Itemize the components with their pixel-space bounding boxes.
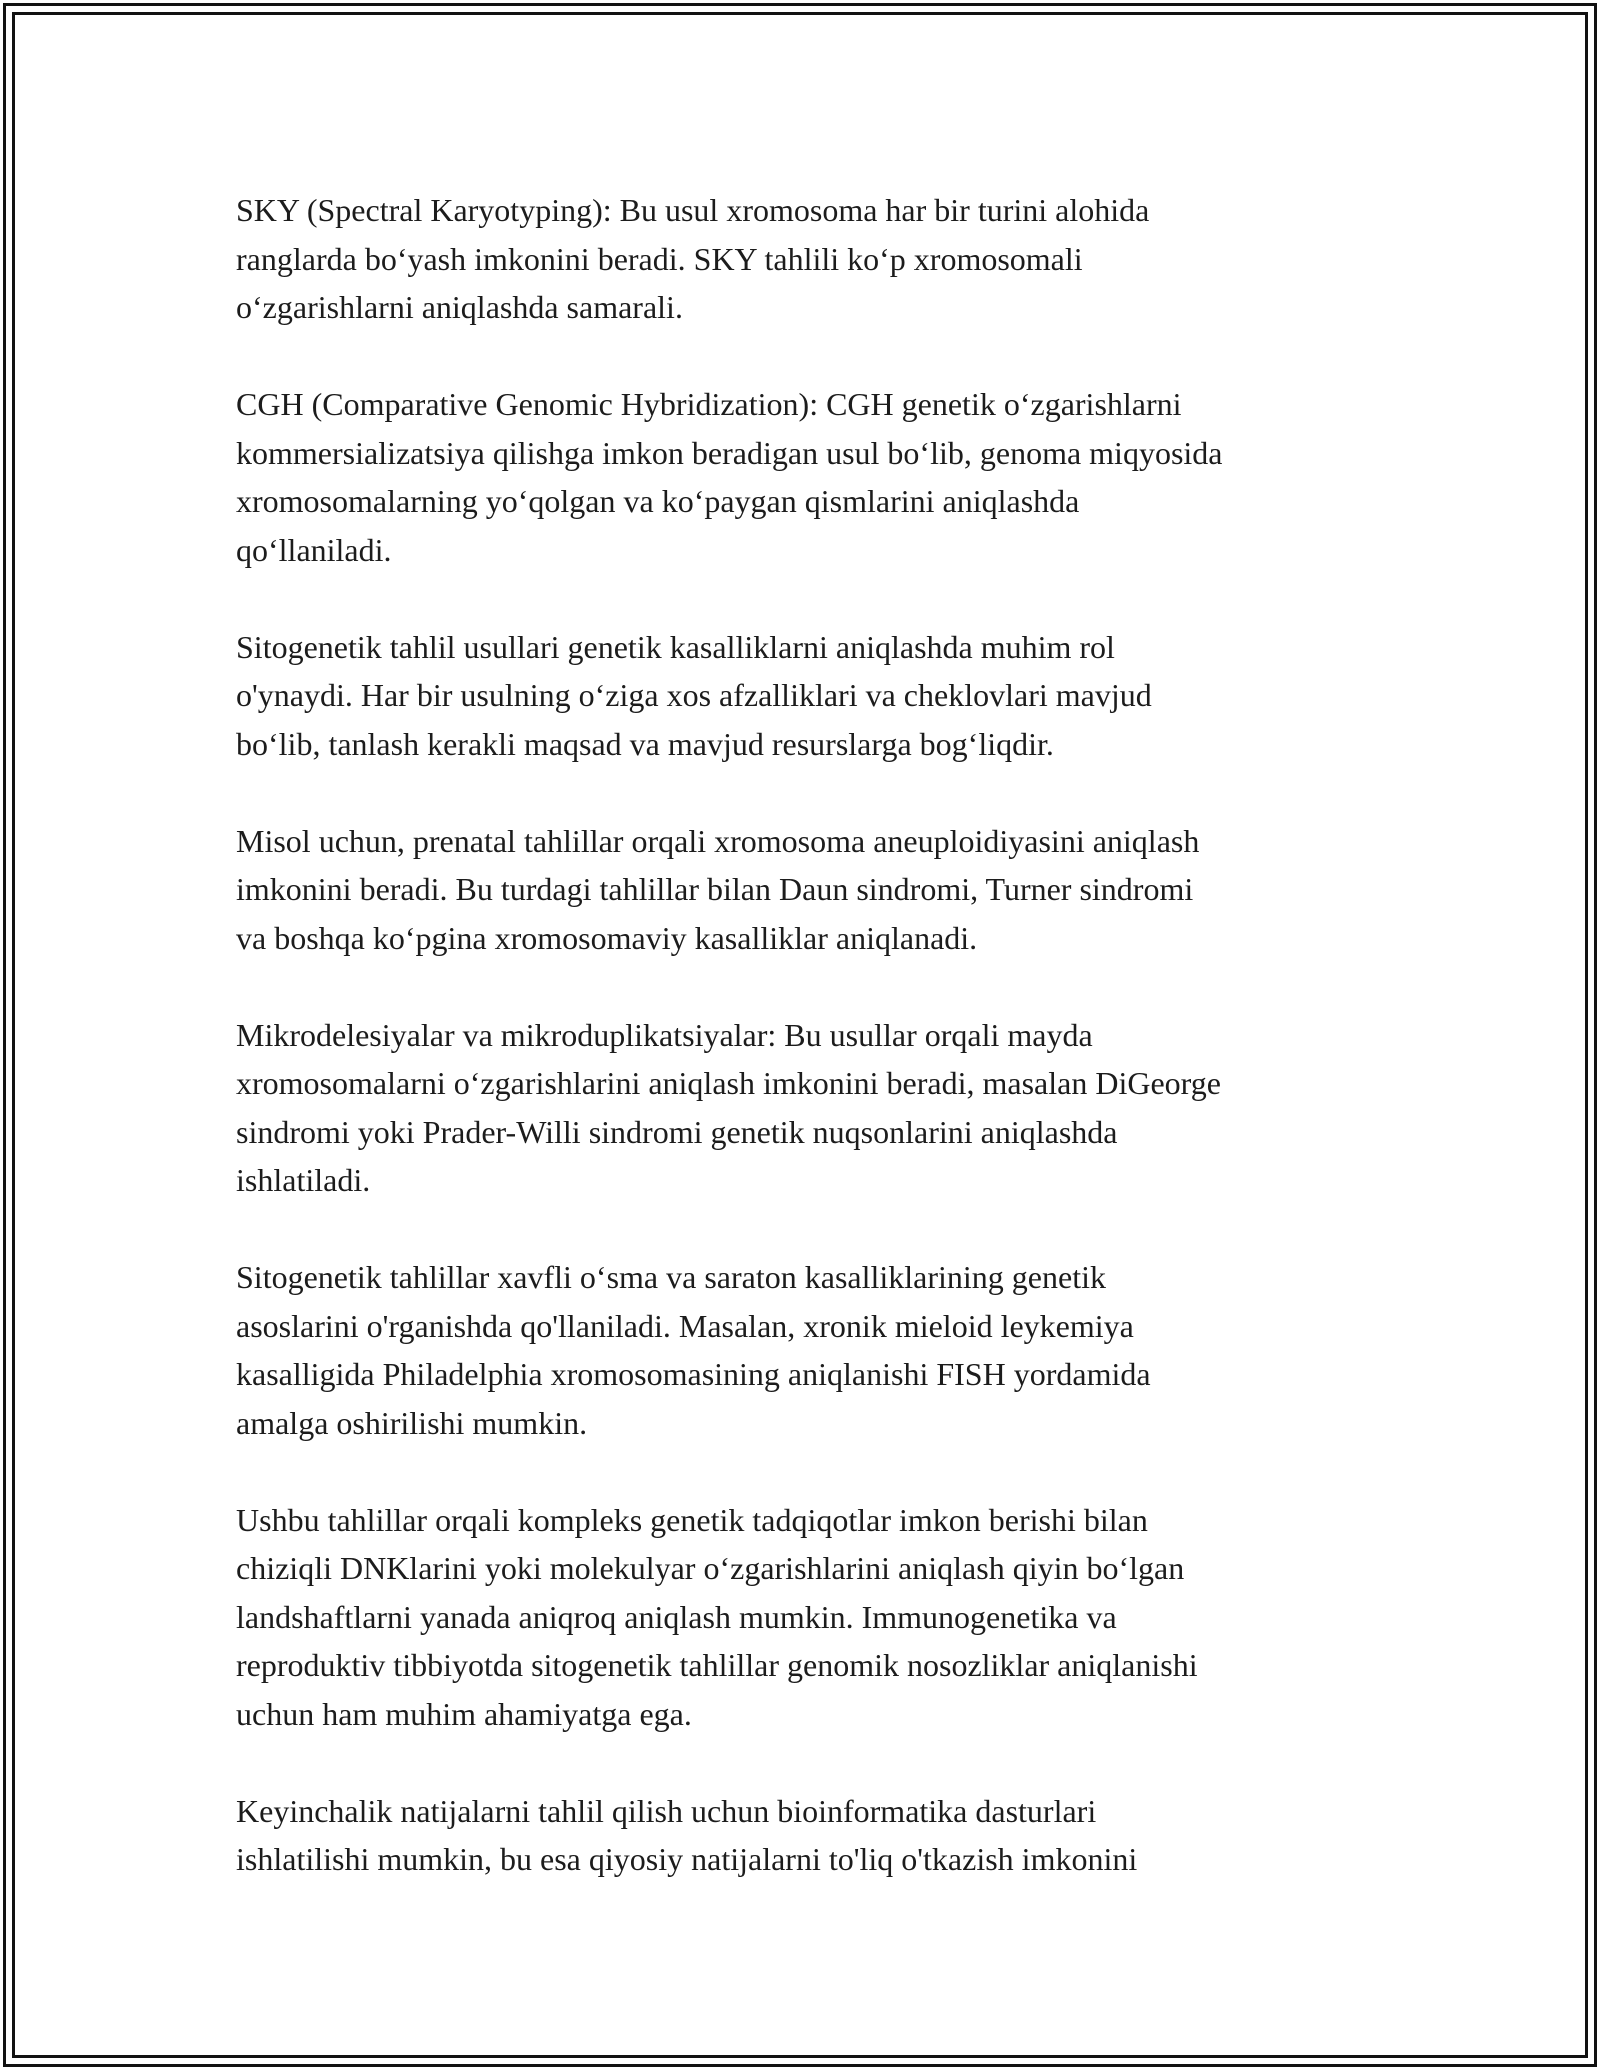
- text-line: uchun ham muhim ahamiyatga ega.: [236, 1695, 692, 1732]
- text-line: CGH (Comparative Genomic Hybridization): CGH genetik o‘zgarishlarni: [236, 386, 1182, 422]
- text-line: ranglarda bo‘yash imkonini beradi. SKY tahlili ko‘p xromosomali: [236, 240, 1083, 277]
- text-line: kommersializatsiya qilishga imkon beradigan usul bo‘lib, genoma miqyosida: [236, 434, 1223, 471]
- text-line: landshaftlarni yanada aniqroq aniqlash mumkin. Immunogenetika va: [236, 1598, 1117, 1635]
- text-line: chiziqli DNKlarini yoki molekulyar o‘zgarishlarini aniqlash qiyin bo‘lgan: [236, 1550, 1185, 1586]
- text-line: Sitogenetik tahlillar xavfli o‘sma va saraton kasalliklarining genetik: [236, 1259, 1106, 1295]
- text-line: o‘zgarishlarni aniqlashda samarali.: [236, 289, 683, 325]
- text-line: asoslarini o'rganishda qo'llaniladi. Masalan, xronik mieloid leykemiya: [236, 1307, 1134, 1344]
- text-line: o'ynaydi. Har bir usulning o‘ziga xos afzalliklari va cheklovlari mavjud: [236, 677, 1152, 713]
- text-line: imkonini beradi. Bu turdagi tahlillar bilan Daun sindromi, Turner sindromi: [236, 871, 1194, 907]
- paragraph: [236, 623, 1376, 769]
- paragraph: [236, 1496, 1376, 1739]
- text-line: reproduktiv tibbiyotda sitogenetik tahlillar genomik nosozliklar aniqlanishi: [236, 1647, 1198, 1683]
- text-line: ishlatilishi mumkin, bu esa qiyosiy natijalarni to'liq o'tkazish imkonini: [236, 1841, 1138, 1877]
- document-body: [236, 186, 1376, 1884]
- text-line: xromosomalarni o‘zgarishlarini aniqlash imkonini beradi, masalan DiGeorge: [236, 1065, 1221, 1101]
- paragraph: [236, 817, 1376, 963]
- text-line: Ushbu tahlillar orqali kompleks genetik tadqiqotlar imkon berishi bilan: [236, 1501, 1148, 1538]
- text-line: Sitogenetik tahlil usullari genetik kasalliklarni aniqlashda muhim rol: [236, 628, 1115, 665]
- text-line: sindromi yoki Prader-Willi sindromi genetik nuqsonlarini aniqlashda: [236, 1113, 1118, 1150]
- text-line: xromosomalarning yo‘qolgan va ko‘paygan qismlarini aniqlashda: [236, 483, 1080, 519]
- text-line: Keyinchalik natijalarni tahlil qilish uchun bioinformatika dasturlari: [236, 1792, 1097, 1829]
- text-line: qo‘llaniladi.: [236, 531, 392, 568]
- text-line: ishlatiladi.: [236, 1162, 371, 1198]
- paragraph: [236, 380, 1376, 574]
- text-line: bo‘lib, tanlash kerakli maqsad va mavjud resurslarga bog‘liqdir.: [236, 725, 1054, 762]
- paragraph: [236, 1253, 1376, 1447]
- paragraph: [236, 1787, 1376, 1884]
- text-line: SKY (Spectral Karyotyping): Bu usul xromosoma har bir turini alohida: [236, 192, 1150, 228]
- paragraph: [236, 1011, 1376, 1205]
- text-line: kasalligida Philadelphia xromosomasining aniqlanishi FISH yordamida: [236, 1356, 1151, 1392]
- text-line: Misol uchun, prenatal tahlillar orqali xromosoma aneuploidiyasini aniqlash: [236, 822, 1200, 859]
- text-line: va boshqa ko‘pgina xromosomaviy kasalliklar aniqlanadi.: [236, 919, 978, 956]
- text-line: Mikrodelesiyalar va mikroduplikatsiyalar: Bu usullar orqali mayda: [236, 1016, 1093, 1053]
- text-line: amalga oshirilishi mumkin.: [236, 1404, 588, 1441]
- paragraph: [236, 186, 1376, 332]
